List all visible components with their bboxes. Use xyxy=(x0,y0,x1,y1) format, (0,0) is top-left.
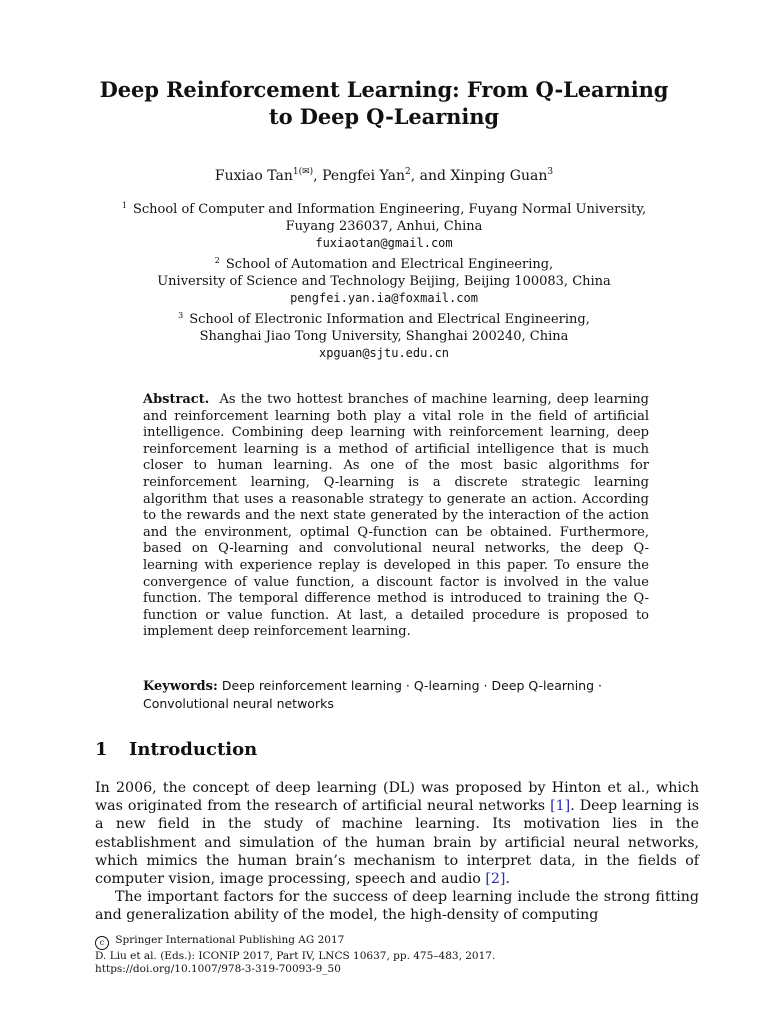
paragraph-text: The important factors for the success of deep learning include the strong fitting and generalization ability of the model, the high-density of computing xyxy=(95,889,699,924)
keywords-line-2: Convolutional neural networks xyxy=(143,696,334,711)
affiliation-1 xyxy=(90,197,678,252)
copyright-icon: c xyxy=(95,936,109,950)
abstract-label: Abstract. xyxy=(143,392,210,407)
author-email[interactable]: pengfei.yan.ia@foxmail.com xyxy=(290,291,478,305)
affiliation-line: Shanghai Jiao Tong University, Shanghai 200240, China xyxy=(199,329,569,344)
affiliation-line: School of Electronic Information and Electrical Engineering, xyxy=(189,312,590,327)
title-line-2: to Deep Q-Learning xyxy=(269,104,499,129)
title-line-1: Deep Reinforcement Learning: From Q-Learning xyxy=(99,77,669,102)
citation-info: D. Liu et al. (Eds.): ICONIP 2017, Part IV, LNCS 10637, pp. 475–483, 2017. xyxy=(95,950,496,962)
author-name: Xinping Guan xyxy=(450,168,548,184)
abstract-text: As the two hottest branches of machine learning, deep learning and reinforcement learning both play a vital role in the field of artificial intelligence. Combining deep learning with reinforcement learning, deep reinforcement learning is a method of artificial intelligence that is much closer to human learning. As one of the most basic algorithms for reinforcement learning, Q-learning is a discrete strategic learning algorithm that uses a reasonable strategy to generate an action. According to the rewards and the next state generated by the interaction of the action and the environment, optimal Q-function can be obtained. Furthermore, based on Q-learning and convolutional neural networks, the deep Q-learning with experience replay is developed in this paper. To ensure the convergence of value function, a discount factor is involved in the value function. The temporal difference method is introduced to training the Q-function or value function. At last, a detailed procedure is proposed to implement deep reinforcement learning. xyxy=(143,392,650,640)
section-title: Introduction xyxy=(129,739,258,760)
paragraph-text: . Deep learning is a new field in the study of machine learning. Its motivation lies in the establishment and simulation of the human brain by artificial neural networks, which mimics the human brain’s mechanism to interpret data, in the fields of computer vision, image processing, speech and audio xyxy=(95,798,699,888)
affiliation-line: Fuyang 236037, Anhui, China xyxy=(285,219,483,234)
section-heading xyxy=(95,738,675,762)
body-text xyxy=(95,779,699,925)
author-separator: , and xyxy=(410,168,451,184)
keywords-line-1: Deep reinforcement learning · Q-learning · Deep Q-learning · xyxy=(221,678,602,693)
affiliation-number: 2 xyxy=(214,256,220,265)
keywords xyxy=(143,677,649,713)
author-separator: , xyxy=(313,168,323,184)
citation-link[interactable]: [1] xyxy=(550,798,571,815)
affiliation-number: 3 xyxy=(178,311,184,320)
author-name: Fuxiao Tan xyxy=(214,168,293,184)
publication-footer xyxy=(95,934,695,976)
copyright-text: Springer International Publishing AG 2017 xyxy=(115,934,345,946)
affiliation-2 xyxy=(90,252,678,307)
affiliation-line: University of Science and Technology Beijing, Beijing 100083, China xyxy=(157,274,611,289)
affiliation-line: School of Automation and Electrical Engineering, xyxy=(225,257,554,272)
author-email[interactable]: xpguan@sjtu.edu.cn xyxy=(318,346,450,360)
paragraph-text: In 2006, the concept of deep learning (DL) was proposed by Hinton et al., which was originated from the research of artificial neural networks xyxy=(95,780,699,815)
affiliation-line: School of Computer and Information Engineering, Fuyang Normal University, xyxy=(132,202,647,217)
paragraph xyxy=(95,779,699,888)
paper-title xyxy=(60,76,708,130)
author-email[interactable]: fuxiaotan@gmail.com xyxy=(315,236,453,250)
affiliation-3 xyxy=(90,307,678,362)
author-list xyxy=(60,162,708,186)
author-name: Pengfei Yan xyxy=(322,168,406,184)
affiliation-number: 1 xyxy=(121,201,127,210)
citation-link[interactable]: [2] xyxy=(485,871,506,888)
paragraph-text: . xyxy=(505,871,510,888)
keywords-label: Keywords: xyxy=(143,679,218,694)
author-affiliation-mark: 1(✉) xyxy=(292,167,314,177)
doi-link[interactable]: https://doi.org/10.1007/978-3-319-70093-9_50 xyxy=(95,963,341,975)
section-number: 1 xyxy=(95,739,108,760)
author-affiliation-mark: 2 xyxy=(405,167,411,177)
affiliations xyxy=(90,197,678,362)
author-affiliation-mark: 3 xyxy=(547,167,554,177)
abstract xyxy=(143,392,649,641)
paragraph xyxy=(95,888,699,924)
